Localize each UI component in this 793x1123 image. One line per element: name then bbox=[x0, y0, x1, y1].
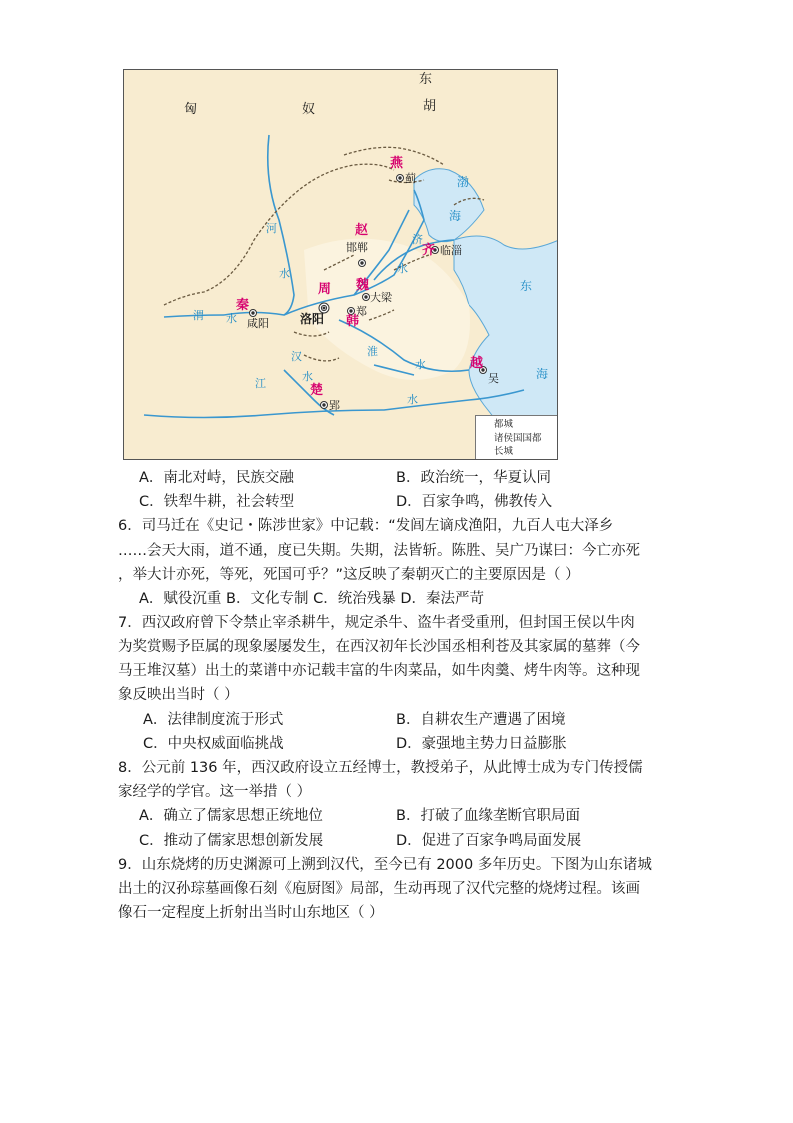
river-huai-1: 淮 bbox=[367, 345, 378, 358]
q7-line-2: 为奖赏赐予臣属的现象屡屡发生，在西汉初年长沙国丞相利苍及其家属的墓葬（今 bbox=[118, 639, 640, 655]
legend-capital: 都城 bbox=[494, 419, 514, 430]
sea-bo-1: 渤 bbox=[457, 175, 470, 189]
city-xianyang: 咸阳 bbox=[247, 317, 269, 330]
city-daliang: 大梁 bbox=[370, 291, 392, 304]
river-han-1: 汉 bbox=[291, 350, 302, 363]
city-ji: 蓟 bbox=[405, 172, 416, 185]
state-yue: 越 bbox=[470, 356, 484, 371]
state-han: 韩 bbox=[346, 314, 360, 329]
river-he-2: 水 bbox=[279, 267, 290, 280]
q7-option-b: B．自耕农生产遭遇了困境 bbox=[396, 712, 566, 728]
q9-line-2: 出土的汉孙琮墓画像石刻《庖厨图》局部，生动再现了汉代完整的烧烤过程。该画 bbox=[118, 881, 640, 897]
city-linzi: 临淄 bbox=[440, 244, 462, 257]
q8-option-b: B．打破了血缘垄断官职局面 bbox=[396, 808, 580, 824]
warring-states-map bbox=[123, 69, 558, 460]
river-han-2: 水 bbox=[302, 370, 313, 383]
region-donghu-1: 东 bbox=[419, 72, 433, 87]
map-legend bbox=[475, 415, 558, 460]
state-wei: 魏 bbox=[356, 278, 370, 293]
q9-line-1: 9．山东烧烤的历史渊源可上溯到汉代，至今已有 2000 多年历史。下图为山东诸城 bbox=[118, 857, 652, 873]
q8-option-c: C．推动了儒家思想创新发展 bbox=[139, 833, 324, 849]
q5-option-d: D．百家争鸣，佛教传入 bbox=[396, 494, 553, 510]
sea-dong-2: 海 bbox=[536, 367, 549, 381]
legend-vassal: 诸侯国国都 bbox=[494, 433, 542, 444]
q7-option-a: A．法律制度流于形式 bbox=[143, 712, 284, 728]
city-zheng: 郑 bbox=[356, 305, 367, 318]
q6-line-2: ……会天大雨，道不通，度已失期。失期，法皆斩。陈胜、吴广乃谋曰：今亡亦死 bbox=[118, 543, 640, 559]
q7-option-d: D．豪强地主势力日益膨胀 bbox=[396, 736, 567, 752]
map-graphic bbox=[124, 70, 558, 460]
river-ji-2: 水 bbox=[397, 262, 408, 275]
river-jiang-2: 水 bbox=[407, 393, 418, 406]
region-xiongnu-2: 奴 bbox=[302, 102, 316, 117]
city-ying: 郢 bbox=[329, 399, 340, 412]
river-wei-2: 水 bbox=[226, 312, 237, 325]
city-wu: 吴 bbox=[488, 372, 499, 385]
q5-option-b: B．政治统一，华夏认同 bbox=[396, 470, 551, 486]
q7-line-3: 马王堆汉墓）出土的菜谱中亦记载丰富的牛肉菜品，如牛肉羹、烤牛肉等。这种现 bbox=[118, 663, 640, 679]
q7-option-c: C．中央权威面临挑战 bbox=[143, 736, 284, 752]
q5-option-a: A．南北对峙，民族交融 bbox=[139, 470, 294, 486]
q7-line-4: 象反映出当时（ ） bbox=[118, 687, 239, 703]
sea-dong-1: 东 bbox=[520, 279, 533, 293]
river-ji-1: 济 bbox=[412, 233, 423, 246]
q6-line-3: ，举大计亦死，等死，死国可乎？”这反映了秦朝灭亡的主要原因是（ ） bbox=[118, 567, 580, 583]
state-yan: 燕 bbox=[390, 156, 404, 171]
q6-options: A．赋役沉重 B．文化专制 C．统治残暴 D．秦法严苛 bbox=[139, 591, 484, 607]
city-handan: 邯郸 bbox=[346, 241, 368, 254]
sea-bo-2: 海 bbox=[449, 209, 462, 223]
state-qin: 秦 bbox=[236, 298, 250, 313]
state-zhao: 赵 bbox=[355, 223, 369, 238]
state-zhou: 周 bbox=[318, 282, 332, 297]
river-wei-1: 渭 bbox=[193, 309, 204, 322]
legend-wall: 长城 bbox=[494, 446, 514, 457]
q8-option-a: A．确立了儒家思想正统地位 bbox=[139, 808, 323, 824]
river-huai-2: 水 bbox=[415, 358, 426, 371]
river-jiang-1: 江 bbox=[255, 377, 266, 390]
q8-line-1: 8．公元前 136 年，西汉政府设立五经博士，教授弟子，从此博士成为专门传授儒 bbox=[118, 760, 643, 776]
q5-option-c: C．铁犁牛耕，社会转型 bbox=[139, 494, 295, 510]
river-he-1: 河 bbox=[266, 222, 277, 235]
q6-line-1: 6．司马迁在《史记・陈涉世家》中记载：“发闾左谪戍渔阳，九百人屯大泽乡 bbox=[118, 518, 614, 534]
q7-line-1: 7．西汉政府曾下令禁止宰杀耕牛，规定杀牛、盗牛者受重刑，但封国王侯以牛肉 bbox=[118, 615, 635, 631]
region-xiongnu-1: 匈 bbox=[184, 102, 198, 117]
state-chu: 楚 bbox=[310, 383, 324, 398]
city-luoyang: 洛阳 bbox=[300, 312, 325, 326]
state-qi: 齐 bbox=[422, 243, 436, 258]
q8-line-2: 家经学的学官。这一举措（ ） bbox=[118, 784, 312, 800]
region-donghu-2: 胡 bbox=[423, 99, 437, 114]
q8-option-d: D．促进了百家争鸣局面发展 bbox=[396, 833, 582, 849]
q9-line-3: 像石一定程度上折射出当时山东地区（ ） bbox=[118, 905, 384, 921]
